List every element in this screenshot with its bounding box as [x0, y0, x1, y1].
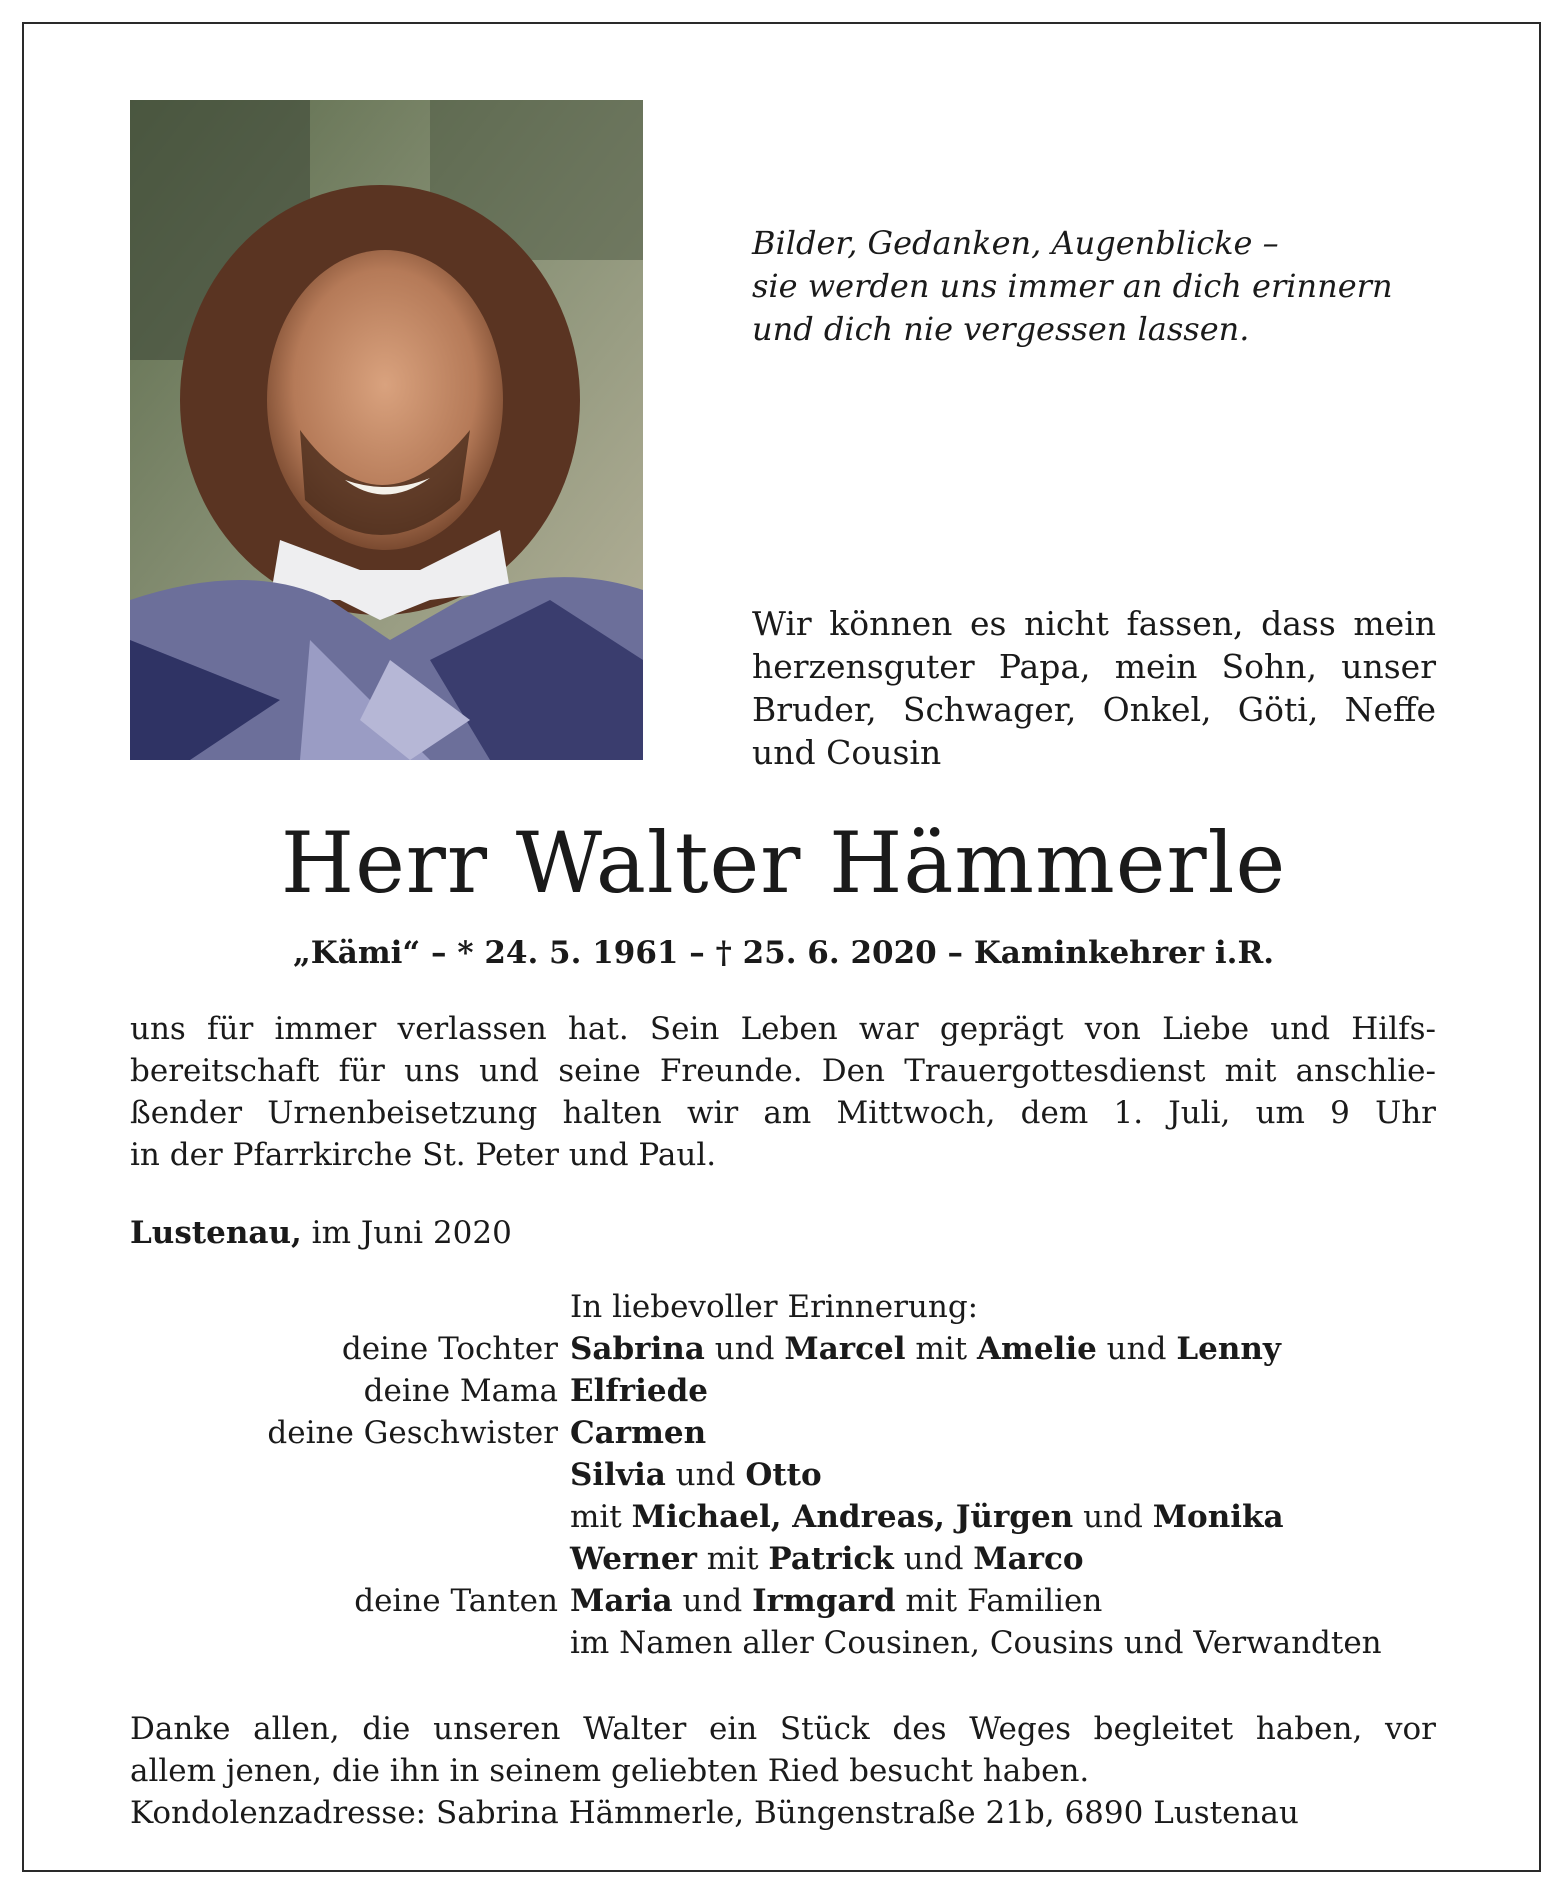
body-line: bereitschaft für uns und seine Freunde. Den Trauergottesdienst mit anschlie-	[130, 1053, 1436, 1089]
family-names	[570, 1370, 1436, 1412]
closing-text	[130, 1708, 1436, 1834]
closing-line: Danke allen, die unseren Walter ein Stück des Weges begleitet haben, vor	[130, 1711, 1436, 1747]
deceased-name: Herr Walter Hämmerle	[280, 814, 1287, 912]
family-rows	[130, 1328, 1436, 1664]
family-connector: und	[704, 1331, 785, 1367]
body-line: in der Pfarrkirche St. Peter und Paul.	[130, 1137, 717, 1173]
intro-text	[752, 602, 1436, 774]
family-row	[130, 1370, 1436, 1412]
family-name: Elfriede	[570, 1373, 708, 1409]
family-name: Werner	[570, 1541, 697, 1577]
family-name: Maria	[570, 1583, 673, 1619]
family-name: Sabrina	[570, 1331, 705, 1367]
family-heading-row	[130, 1286, 1436, 1328]
family-relation-label: deine Tanten	[354, 1583, 558, 1619]
family-relation-label: deine Mama	[363, 1373, 558, 1409]
family-connector: mit	[696, 1541, 769, 1577]
place-city: Lustenau,	[130, 1215, 302, 1251]
family-connector: und	[893, 1541, 974, 1577]
family-name: Silvia	[570, 1457, 666, 1493]
family-connector: und	[1073, 1499, 1153, 1535]
quote-line: sie werden uns immer an dich erinnern	[752, 267, 1393, 305]
family-connector: mit Familien	[895, 1583, 1103, 1619]
family-connector: mit	[570, 1499, 632, 1535]
intro-line: herzensguter Papa, mein Sohn, unser	[752, 647, 1436, 686]
family-names	[570, 1580, 1436, 1622]
family-relation-label	[130, 1454, 570, 1496]
family-heading: In liebevoller Erinnerung:	[570, 1289, 979, 1325]
family-row	[130, 1580, 1436, 1622]
body-text	[130, 1008, 1436, 1176]
family-names	[570, 1454, 1436, 1496]
place-date	[130, 1212, 512, 1254]
family-connector: und	[665, 1457, 746, 1493]
family-names	[570, 1328, 1436, 1370]
family-row	[130, 1622, 1436, 1664]
family-relation-label	[130, 1538, 570, 1580]
family-name: Otto	[745, 1457, 822, 1493]
intro-line: Bruder, Schwager, Onkel, Göti, Neffe	[752, 690, 1436, 729]
quote-line: und dich nie vergessen lassen.	[752, 310, 1250, 348]
family-row	[130, 1454, 1436, 1496]
family-relation-label: deine Tochter	[341, 1331, 558, 1367]
family-names	[570, 1538, 1436, 1580]
intro-line: und Cousin	[752, 733, 942, 772]
family-row	[130, 1412, 1436, 1454]
family-relation-label: deine Geschwister	[267, 1415, 558, 1451]
quote-line: Bilder, Gedanken, Augenblicke –	[752, 224, 1279, 262]
family-name: Marcel	[784, 1331, 906, 1367]
family-name: Patrick	[768, 1541, 894, 1577]
family-names	[570, 1412, 1436, 1454]
family-names	[570, 1622, 1436, 1664]
family-connector: im Namen aller Cousinen, Cousins und Verwandten	[570, 1625, 1382, 1661]
family-name: Irmgard	[752, 1583, 896, 1619]
portrait-photo	[130, 100, 643, 760]
place-date-text: im Juni 2020	[311, 1215, 512, 1251]
family-list	[130, 1286, 1436, 1664]
intro-line: Wir können es nicht fassen, dass mein	[752, 604, 1436, 643]
family-name: Monika	[1152, 1499, 1284, 1535]
family-row	[130, 1496, 1436, 1538]
family-row	[130, 1538, 1436, 1580]
family-relation-label	[130, 1622, 570, 1664]
family-name: Lenny	[1176, 1331, 1281, 1367]
family-connector: und	[1096, 1331, 1177, 1367]
family-name: Amelie	[976, 1331, 1097, 1367]
dates-subline: „Kämi“ – * 24. 5. 1961 – † 25. 6. 2020 – Kaminkehrer i.R.	[292, 935, 1275, 971]
memorial-quote	[752, 222, 1472, 351]
body-line: uns für immer verlassen hat. Sein Leben war geprägt von Liebe und Hilfs-	[130, 1011, 1436, 1047]
family-connector: mit	[905, 1331, 977, 1367]
family-relation-label	[130, 1496, 570, 1538]
family-connector: und	[672, 1583, 753, 1619]
condolence-address: Kondolenzadresse: Sabrina Hämmerle, Büngenstraße 21b, 6890 Lustenau	[130, 1795, 1299, 1831]
family-name: Marco	[973, 1541, 1084, 1577]
body-line: ßender Urnenbeisetzung halten wir am Mittwoch, dem 1. Juli, um 9 Uhr	[130, 1095, 1436, 1131]
family-name: Carmen	[570, 1415, 707, 1451]
family-name: Michael, Andreas, Jürgen	[631, 1499, 1074, 1535]
family-row	[130, 1328, 1436, 1370]
closing-line: allem jenen, die ihn in seinem geliebten Ried besucht haben.	[130, 1753, 1090, 1789]
family-names	[570, 1496, 1436, 1538]
